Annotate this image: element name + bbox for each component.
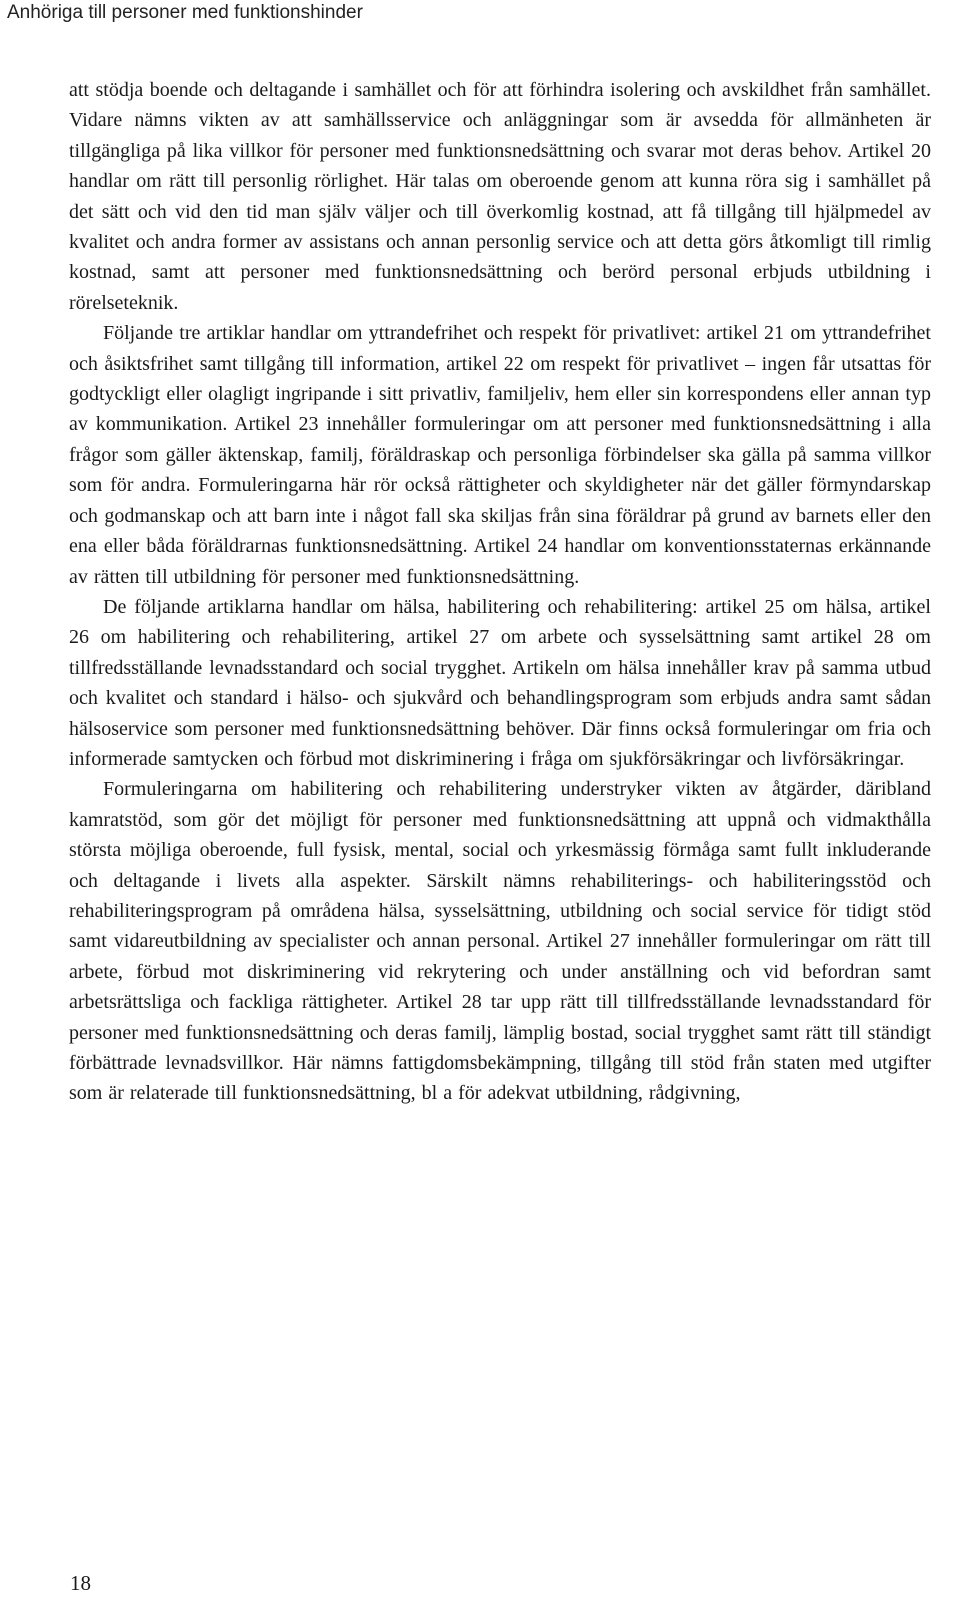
paragraph-4: Formuleringarna om habilitering och rehabilitering understryker vikten av åtgärder, däribland kamratstöd, som gör det möjligt för personer med funktionsnedsättning att uppnå och vidmakthålla största möjliga oberoende, full fysisk, mental, social och yrkesmässig förmåga samt fullt inkluderande och deltagande i livets alla aspekter. Särskilt nämns rehabiliterings- och habiliteringsstöd och rehabiliteringsprogram på områdena hälsa, sysselsättning, utbildning och social service för tidigt stöd samt vidareutbildning av specialister och annan personal. Artikel 27 innehåller formuleringar om rätt till arbete, förbud mot diskriminering vid rekrytering och under anställning och vid befordran samt arbetsrättsliga och fackliga rättigheter. Artikel 28 tar upp rätt till tillfredsställande levnadsstandard för personer med funktionsnedsättning och deras familj, lämplig bostad, social trygghet samt rätt till ständigt förbättrade levnadsvillkor. Här nämns fattigdomsbekämpning, tillgång till stöd från staten med utgifter som är relaterade till funktionsnedsättning, bl a för adekvat utbildning, rådgivning, [69,778,931,1105]
paragraph-2: Följande tre artiklar handlar om yttrandefrihet och respekt för privatlivet: artikel 21 om yttrandefrihet och åsiktsfrihet samt tillgång till information, artikel 22 om respekt för privatlivet – ingen får utsattas för godtyckligt eller olagligt ingripande i sitt privatliv, familjeliv, hem eller sin korrespondens eller annan typ av kommunikation. Artikel 23 innehåller formuleringar om att personer med funktionsnedsättning i alla frågor som gäller äktenskap, familj, föräldraskap och personliga förbindelser ska gälla på samma villkor som för andra. Formuleringarna här rör också rättigheter och skyldigheter när det gäller förmyndarskap och godmanskap och att barn inte i något fall ska skiljas från sina föräldrar på grund av barnets eller den ena eller båda föräldrarnas funktionsnedsättning. Artikel 24 handlar om konventionsstaternas erkännande av rätten till utbildning för personer med funktionsnedsättning. [69,322,931,588]
page-number: 18 [70,1571,91,1595]
body-text [69,75,931,1109]
running-header-title: Anhöriga till personer med funktionshinder [7,2,363,23]
paragraph-1: att stödja boende och deltagande i samhället och för att förhindra isolering och avskildhet från samhället. Vidare nämns vikten av att samhällsservice och anläggningar som är avsedda för allmänheten är tillgängliga på lika villkor för personer med funktionsnedsättning och svarar mot deras behov. Artikel 20 handlar om rätt till personlig rörlighet. Här talas om oberoende genom att kunna röra sig i samhället på det sätt och vid den tid man själv väljer och till överkomlig kostnad, att få tillgång till hjälpmedel av kvalitet och andra former av assistans och annan personlig service och att detta görs åtkomligt till rimlig kostnad, samt att personer med funktionsnedsättning och berörd personal erbjuds utbildning i rörelseteknik. [69,79,931,314]
paragraph-3: De följande artiklarna handlar om hälsa, habilitering och rehabilitering: artikel 25 om hälsa, artikel 26 om habilitering och rehabilitering, artikel 27 om arbete och sysselsättning samt artikel 28 om tillfredsställande levnadsstandard och social trygghet. Artikeln om hälsa innehåller krav på samma utbud och kvalitet och standard i hälso- och sjukvård och behandlingsprogram som erbjuds andra samt sådan hälsoservice som personer med funktionsnedsättning behöver. Där finns också formuleringar om fria och informerade samtycken och förbud mot diskriminering i fråga om sjukförsäkringar och livförsäkringar. [69,595,931,770]
